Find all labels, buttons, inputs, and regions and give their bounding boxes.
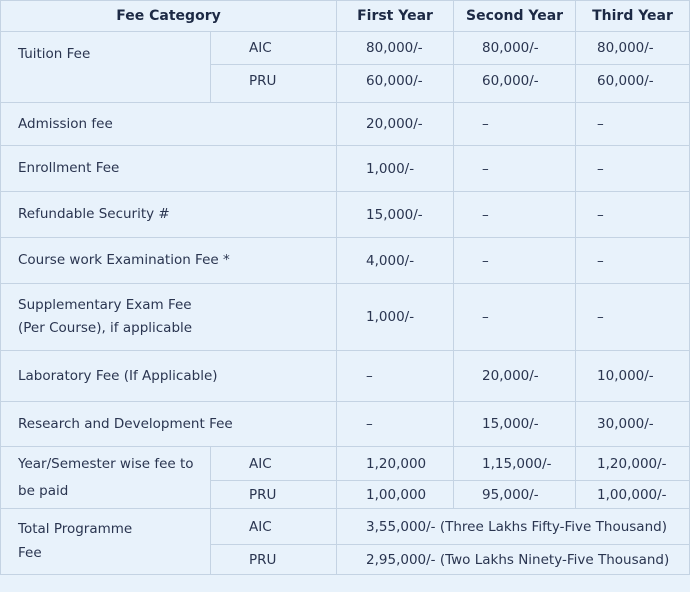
header-third-year: Third Year <box>576 1 690 32</box>
cell-value: 15,000/- <box>337 192 454 238</box>
cell-value: – <box>454 103 576 146</box>
header-first-year: First Year <box>337 1 454 32</box>
cell-value: 20,000/- <box>454 351 576 402</box>
row-label-line: (Per Course), if applicable <box>18 320 193 336</box>
cell-value: 10,000/- <box>576 351 690 402</box>
cell-value: 20,000/- <box>337 103 454 146</box>
table-row <box>1 447 690 481</box>
row-label-laboratory: Laboratory Fee (If Applicable) <box>1 351 337 402</box>
cell-value: 60,000/- <box>454 65 576 103</box>
row-label-line: Fee <box>18 545 42 561</box>
row-label-admission: Admission fee <box>1 103 337 146</box>
cell-value: 30,000/- <box>576 402 690 447</box>
row-label-yearwise <box>1 447 211 509</box>
cell-value: – <box>454 284 576 351</box>
row-label-coursework: Course work Examination Fee * <box>1 238 337 284</box>
sub-label-aic: AIC <box>211 509 337 545</box>
total-value-aic: 3,55,000/- (Three Lakhs Fifty-Five Thousand) <box>337 509 690 545</box>
row-label-total <box>1 509 211 575</box>
row-label-line: Total Programme <box>18 521 133 537</box>
cell-value: 4,000/- <box>337 238 454 284</box>
cell-value: 60,000/- <box>337 65 454 103</box>
cell-value: – <box>576 192 690 238</box>
row-label-tuition: Tuition Fee <box>1 32 211 103</box>
cell-value: – <box>337 402 454 447</box>
sub-label-pru: PRU <box>211 65 337 103</box>
cell-value: 1,00,000/- <box>576 481 690 509</box>
cell-value: – <box>454 146 576 192</box>
row-label-line: Supplementary Exam Fee <box>18 297 192 313</box>
cell-value: – <box>576 238 690 284</box>
table-header-row <box>1 1 690 32</box>
sub-label-aic: AIC <box>211 32 337 65</box>
table-row <box>1 509 690 545</box>
table-row <box>1 238 690 284</box>
cell-value: 1,00,000 <box>337 481 454 509</box>
row-label-supplementary <box>1 284 337 351</box>
header-second-year: Second Year <box>454 1 576 32</box>
cell-value: – <box>576 284 690 351</box>
cell-value: 1,20,000 <box>337 447 454 481</box>
cell-value: 80,000/- <box>454 32 576 65</box>
row-label-line: be paid <box>18 482 69 499</box>
cell-value: 80,000/- <box>576 32 690 65</box>
cell-value: 80,000/- <box>337 32 454 65</box>
cell-value: 1,000/- <box>337 146 454 192</box>
sub-label-pru: PRU <box>211 481 337 509</box>
cell-value: 60,000/- <box>576 65 690 103</box>
cell-value: 15,000/- <box>454 402 576 447</box>
cell-value: 1,15,000/- <box>454 447 576 481</box>
row-label-line: Year/Semester wise fee to <box>18 455 194 472</box>
header-fee-category: Fee Category <box>1 1 337 32</box>
table-row <box>1 103 690 146</box>
row-label-enrollment: Enrollment Fee <box>1 146 337 192</box>
total-value-pru: 2,95,000/- (Two Lakhs Ninety-Five Thousand) <box>337 545 690 575</box>
cell-value: 1,000/- <box>337 284 454 351</box>
sub-label-pru: PRU <box>211 545 337 575</box>
table-row <box>1 192 690 238</box>
cell-value: 1,20,000/- <box>576 447 690 481</box>
cell-value: – <box>337 351 454 402</box>
cell-value: 95,000/- <box>454 481 576 509</box>
table-row <box>1 32 690 65</box>
table-row <box>1 351 690 402</box>
row-label-research: Research and Development Fee <box>1 402 337 447</box>
table-row <box>1 284 690 351</box>
cell-value: – <box>454 238 576 284</box>
cell-value: – <box>576 146 690 192</box>
sub-label-aic: AIC <box>211 447 337 481</box>
table-row <box>1 146 690 192</box>
cell-value: – <box>576 103 690 146</box>
row-label-security: Refundable Security # <box>1 192 337 238</box>
table-row <box>1 402 690 447</box>
cell-value: – <box>454 192 576 238</box>
